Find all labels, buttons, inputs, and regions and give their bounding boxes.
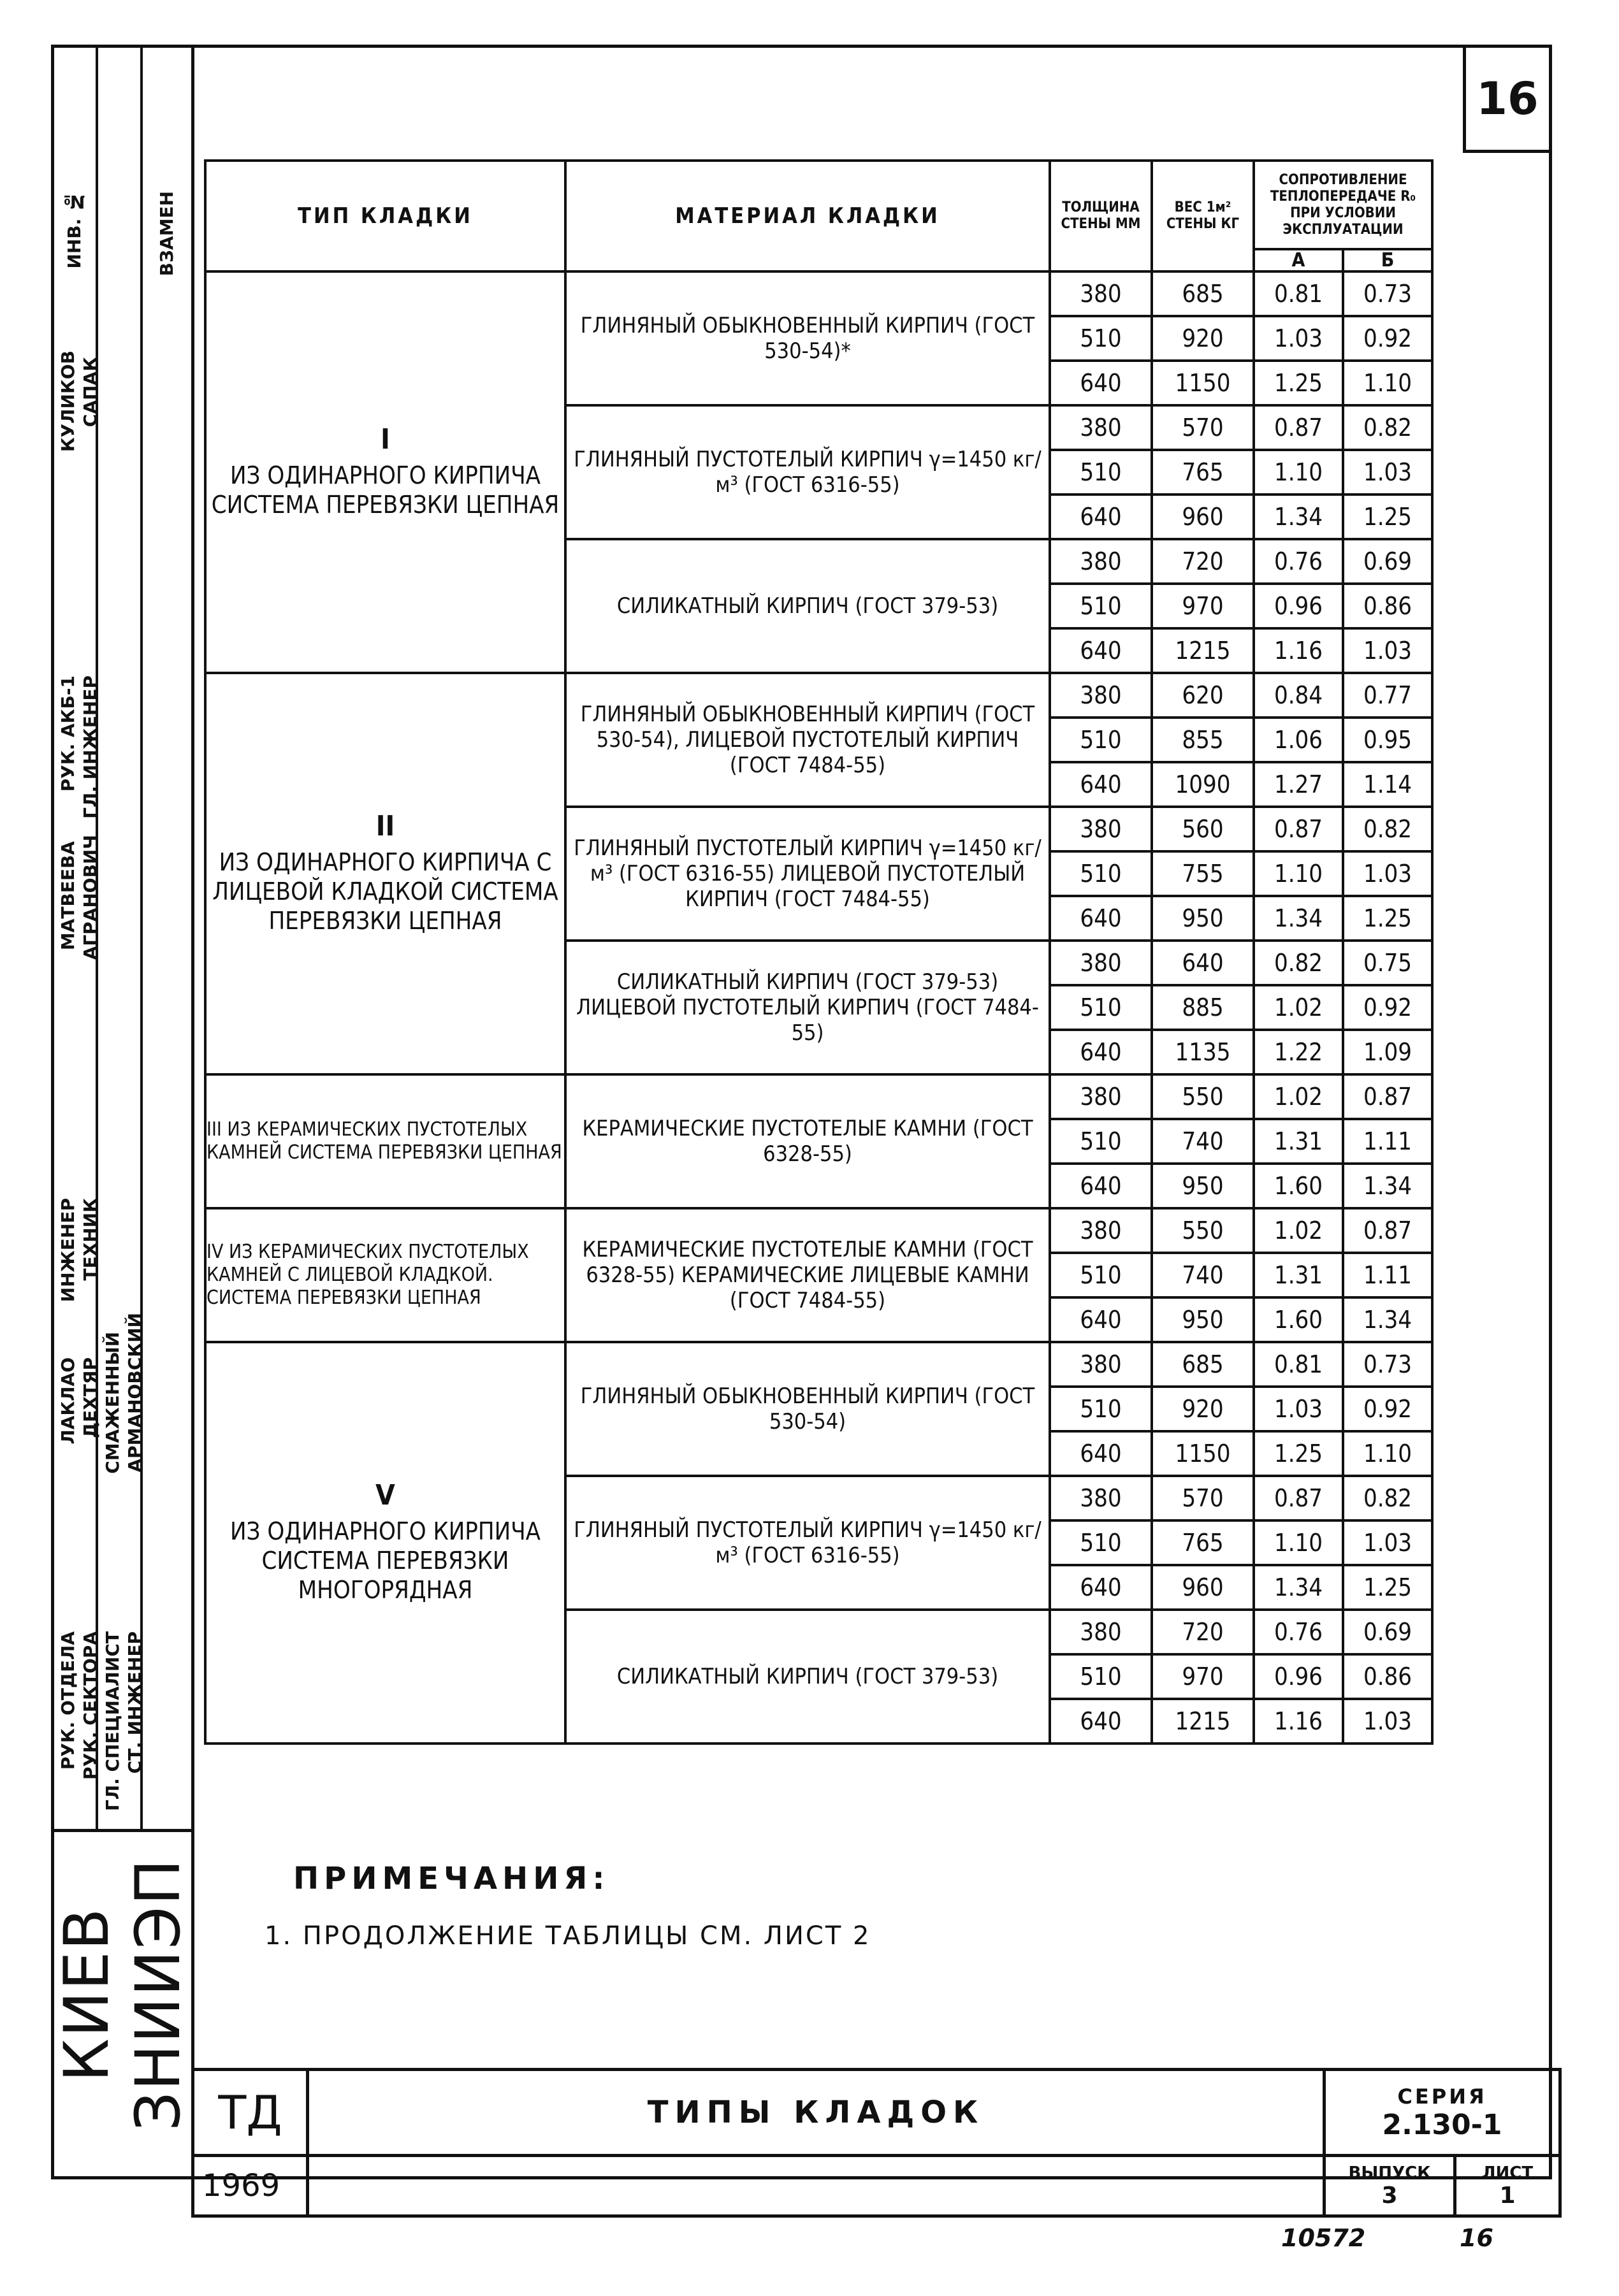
thickness-cell: 640 (1050, 361, 1152, 405)
series-label: СЕРИЯ (1397, 2084, 1487, 2109)
thickness-cell: 640 (1050, 1297, 1152, 1342)
resistance-a-cell: 1.31 (1254, 1119, 1343, 1164)
resistance-b-cell: 0.77 (1343, 673, 1432, 718)
table-row (205, 1074, 1432, 1119)
thickness-cell: 380 (1050, 941, 1152, 985)
resistance-a-cell: 0.81 (1254, 1342, 1343, 1387)
resistance-b-cell: 0.86 (1343, 1654, 1432, 1699)
masonry-types-table (204, 159, 1434, 1745)
strip-label-inv: ИНВ. № (64, 191, 85, 269)
resistance-b-cell: 1.25 (1343, 495, 1432, 539)
type-roman-numeral: V (375, 1479, 395, 1512)
material-cell: ГЛИНЯНЫЙ ПУСТОТЕЛЫЙ КИРПИЧ γ=1450 кг/м³ (ГОСТ 6316-55) ЛИЦЕВОЙ ПУСТОТЕЛЫЙ КИРПИЧ (ГОСТ 7484-55) (565, 807, 1050, 941)
weight-cell: 740 (1152, 1119, 1254, 1164)
thickness-cell: 380 (1050, 1074, 1152, 1119)
archive-number: 10572 (1281, 2224, 1366, 2252)
header-col-b: Б (1343, 249, 1432, 271)
resistance-b-cell: 0.86 (1343, 584, 1432, 628)
weight-cell: 1090 (1152, 762, 1254, 807)
header-type: ТИП КЛАДКИ (205, 161, 565, 271)
resistance-a-cell: 1.25 (1254, 1431, 1343, 1476)
strip-name: МАТВЕЕВА (57, 841, 78, 951)
thickness-cell: 510 (1050, 1654, 1152, 1699)
weight-cell: 765 (1152, 450, 1254, 495)
strip-name: АГРАНОВИЧ (80, 835, 101, 960)
organization-label: КИЕВ ЗНИИЭП (51, 1858, 194, 2132)
thickness-cell: 640 (1050, 628, 1152, 673)
thickness-cell: 510 (1050, 450, 1152, 495)
resistance-a-cell: 0.81 (1254, 271, 1343, 316)
weight-cell: 570 (1152, 405, 1254, 450)
weight-cell: 640 (1152, 941, 1254, 985)
strip-name: ДЕХТЯР (80, 1357, 101, 1438)
resistance-b-cell: 0.82 (1343, 405, 1432, 450)
sheet-number: 16 (1463, 45, 1552, 153)
material-cell: ГЛИНЯНЫЙ ПУСТОТЕЛЫЙ КИРПИЧ γ=1450 кг/м³ (ГОСТ 6316-55) (565, 405, 1050, 539)
strip-role: РУК. АКБ-1 (57, 675, 78, 792)
resistance-a-cell: 1.02 (1254, 985, 1343, 1030)
thickness-cell: 640 (1050, 1699, 1152, 1744)
weight-cell: 885 (1152, 985, 1254, 1030)
thickness-cell: 380 (1050, 271, 1152, 316)
resistance-a-cell: 1.02 (1254, 1208, 1343, 1253)
thickness-cell: 640 (1050, 1431, 1152, 1476)
weight-cell: 1150 (1152, 1431, 1254, 1476)
weight-cell: 1215 (1152, 628, 1254, 673)
resistance-a-cell: 1.02 (1254, 1074, 1343, 1119)
thickness-cell: 640 (1050, 495, 1152, 539)
notes-title: ПРИМЕЧАНИЯ: (293, 1861, 610, 1896)
resistance-a-cell: 1.16 (1254, 1699, 1343, 1744)
resistance-b-cell: 1.03 (1343, 450, 1432, 495)
resistance-a-cell: 0.87 (1254, 405, 1343, 450)
resistance-b-cell: 0.87 (1343, 1208, 1432, 1253)
thickness-cell: 380 (1050, 1610, 1152, 1654)
strip-name: САПАК (80, 357, 101, 428)
weight-cell: 755 (1152, 851, 1254, 896)
weight-cell: 855 (1152, 718, 1254, 762)
resistance-a-cell: 0.87 (1254, 807, 1343, 851)
resistance-a-cell: 1.10 (1254, 1520, 1343, 1565)
sheet-label: ЛИСТ (1481, 2163, 1534, 2183)
resistance-b-cell: 0.87 (1343, 1074, 1432, 1119)
masonry-type-cell (205, 673, 565, 1074)
thickness-cell: 510 (1050, 316, 1152, 361)
thickness-cell: 640 (1050, 1030, 1152, 1074)
notes-item: 1. ПРОДОЛЖЕНИЕ ТАБЛИЦЫ СМ. ЛИСТ 2 (265, 1921, 871, 1951)
resistance-a-cell: 0.96 (1254, 1654, 1343, 1699)
resistance-b-cell: 0.75 (1343, 941, 1432, 985)
strip-role: РУК. ОТДЕЛА (57, 1631, 78, 1770)
resistance-a-cell: 1.25 (1254, 361, 1343, 405)
thickness-cell: 510 (1050, 851, 1152, 896)
thickness-cell: 380 (1050, 1476, 1152, 1520)
resistance-a-cell: 0.76 (1254, 539, 1343, 584)
weight-cell: 1215 (1152, 1699, 1254, 1744)
table-row (205, 673, 1432, 718)
resistance-a-cell: 1.34 (1254, 896, 1343, 941)
strip-role: ГЛ. СПЕЦИАЛИСТ (102, 1631, 123, 1812)
resistance-b-cell: 1.11 (1343, 1253, 1432, 1297)
resistance-a-cell: 0.82 (1254, 941, 1343, 985)
resistance-b-cell: 1.09 (1343, 1030, 1432, 1074)
resistance-a-cell: 1.03 (1254, 316, 1343, 361)
issue-value: 3 (1381, 2182, 1398, 2209)
weight-cell: 920 (1152, 316, 1254, 361)
thickness-cell: 380 (1050, 539, 1152, 584)
thickness-cell: 510 (1050, 1119, 1152, 1164)
thickness-cell: 640 (1050, 762, 1152, 807)
material-cell: ГЛИНЯНЫЙ ПУСТОТЕЛЫЙ КИРПИЧ γ=1450 кг/м³ (ГОСТ 6316-55) (565, 1476, 1050, 1610)
strip-name: КУЛИКОВ (57, 350, 78, 452)
resistance-a-cell: 1.10 (1254, 851, 1343, 896)
header-weight: ВЕС 1м² СТЕНЫ КГ (1152, 161, 1254, 271)
resistance-b-cell: 1.10 (1343, 361, 1432, 405)
resistance-a-cell: 1.22 (1254, 1030, 1343, 1074)
resistance-b-cell: 0.92 (1343, 985, 1432, 1030)
weight-cell: 765 (1152, 1520, 1254, 1565)
weight-cell: 570 (1152, 1476, 1254, 1520)
resistance-a-cell: 1.31 (1254, 1253, 1343, 1297)
resistance-b-cell: 0.95 (1343, 718, 1432, 762)
weight-cell: 740 (1152, 1253, 1254, 1297)
weight-cell: 950 (1152, 1164, 1254, 1208)
weight-cell: 1135 (1152, 1030, 1254, 1074)
strip-role: РУК. СЕКТОРА (80, 1631, 101, 1780)
material-cell: ГЛИНЯНЫЙ ОБЫКНОВЕННЫЙ КИРПИЧ (ГОСТ 530-54) (565, 1342, 1050, 1476)
resistance-b-cell: 0.73 (1343, 271, 1432, 316)
strip-role: СТ. ИНЖЕНЕР (124, 1631, 145, 1774)
masonry-type-cell (205, 271, 565, 673)
resistance-b-cell: 1.34 (1343, 1164, 1432, 1208)
weight-cell: 960 (1152, 495, 1254, 539)
thickness-cell: 510 (1050, 584, 1152, 628)
weight-cell: 560 (1152, 807, 1254, 851)
thickness-cell: 380 (1050, 807, 1152, 851)
resistance-b-cell: 1.03 (1343, 1699, 1432, 1744)
resistance-b-cell: 1.25 (1343, 896, 1432, 941)
table-body (205, 271, 1432, 1744)
thickness-cell: 380 (1050, 405, 1152, 450)
title-block-title: ТИПЫ КЛАДОК (308, 2070, 1325, 2156)
weight-cell: 1150 (1152, 361, 1254, 405)
thickness-cell: 380 (1050, 673, 1152, 718)
thickness-cell: 640 (1050, 896, 1152, 941)
material-cell: КЕРАМИЧЕСКИЕ ПУСТОТЕЛЫЕ КАМНИ (ГОСТ 6328-55) КЕРАМИЧЕСКИЕ ЛИЦЕВЫЕ КАМНИ (ГОСТ 7484-55) (565, 1208, 1050, 1342)
resistance-b-cell: 1.14 (1343, 762, 1432, 807)
thickness-cell: 510 (1050, 1253, 1152, 1297)
resistance-a-cell: 0.76 (1254, 1610, 1343, 1654)
strip-divider (140, 45, 143, 1829)
type-roman-numeral: I (381, 423, 390, 456)
strip-role: ИНЖЕНЕР (57, 1198, 78, 1303)
title-block-sheet (1455, 2156, 1560, 2216)
resistance-b-cell: 0.69 (1343, 539, 1432, 584)
header-col-a: А (1254, 249, 1343, 271)
title-block-issue (1325, 2156, 1455, 2216)
weight-cell: 685 (1152, 1342, 1254, 1387)
resistance-a-cell: 0.87 (1254, 1476, 1343, 1520)
thickness-cell: 640 (1050, 1164, 1152, 1208)
resistance-b-cell: 1.25 (1343, 1565, 1432, 1610)
material-cell: СИЛИКАТНЫЙ КИРПИЧ (ГОСТ 379-53) (565, 1610, 1050, 1744)
table-row (205, 1342, 1432, 1387)
weight-cell: 685 (1152, 271, 1254, 316)
material-cell: СИЛИКАТНЫЙ КИРПИЧ (ГОСТ 379-53) ЛИЦЕВОЙ ПУСТОТЕЛЫЙ КИРПИЧ (ГОСТ 7484-55) (565, 941, 1050, 1074)
weight-cell: 970 (1152, 1654, 1254, 1699)
resistance-a-cell: 1.60 (1254, 1297, 1343, 1342)
material-cell: ГЛИНЯНЫЙ ОБЫКНОВЕННЫЙ КИРПИЧ (ГОСТ 530-54)* (565, 271, 1050, 405)
resistance-b-cell: 0.82 (1343, 1476, 1432, 1520)
resistance-b-cell: 0.92 (1343, 1387, 1432, 1431)
strip-label-replace: ВЗАМЕН (156, 191, 177, 277)
table-row (205, 271, 1432, 316)
weight-cell: 920 (1152, 1387, 1254, 1431)
resistance-a-cell: 1.34 (1254, 1565, 1343, 1610)
resistance-a-cell: 1.16 (1254, 628, 1343, 673)
resistance-a-cell: 0.96 (1254, 584, 1343, 628)
weight-cell: 970 (1152, 584, 1254, 628)
type-description: ИЗ ОДИНАРНОГО КИРПИЧА СИСТЕМА ПЕРЕВЯЗКИ ЦЕПНАЯ (211, 461, 560, 519)
masonry-type-cell (205, 1342, 565, 1744)
thickness-cell: 640 (1050, 1565, 1152, 1610)
archive-page: 16 (1460, 2224, 1493, 2252)
strip-name: СМАЖЕННЫЙ (102, 1332, 123, 1474)
thickness-cell: 380 (1050, 1342, 1152, 1387)
type-description: IV ИЗ КЕРАМИЧЕСКИХ ПУСТОТЕЛЫХ КАМНЕЙ С ЛИЦЕВОЙ КЛАДКОЙ. СИСТЕМА ПЕРЕВЯЗКИ ЦЕПНАЯ (207, 1241, 529, 1309)
type-description: ИЗ ОДИНАРНОГО КИРПИЧА С ЛИЦЕВОЙ КЛАДКОЙ СИСТЕМА ПЕРЕВЯЗКИ ЦЕПНАЯ (212, 848, 558, 935)
strip-name: ЛАКЛАО (57, 1357, 78, 1445)
resistance-a-cell: 1.34 (1254, 495, 1343, 539)
resistance-b-cell: 1.34 (1343, 1297, 1432, 1342)
material-cell: ГЛИНЯНЫЙ ОБЫКНОВЕННЫЙ КИРПИЧ (ГОСТ 530-54), ЛИЦЕВОЙ ПУСТОТЕЛЫЙ КИРПИЧ (ГОСТ 7484-55) (565, 673, 1050, 807)
masonry-type-cell (205, 1074, 565, 1208)
resistance-b-cell: 1.03 (1343, 851, 1432, 896)
thickness-cell: 510 (1050, 1387, 1152, 1431)
type-description: ИЗ ОДИНАРНОГО КИРПИЧА СИСТЕМА ПЕРЕВЯЗКИ МНОГОРЯДНАЯ (229, 1517, 541, 1604)
header-resistance: СОПРОТИВЛЕНИЕ ТЕПЛОПЕРЕДАЧЕ R₀ ПРИ УСЛОВИИ ЭКСПЛУАТАЦИИ (1254, 161, 1432, 249)
resistance-a-cell: 1.27 (1254, 762, 1343, 807)
strip-role: ТЕХНИК (80, 1198, 101, 1281)
resistance-b-cell: 1.03 (1343, 1520, 1432, 1565)
weight-cell: 720 (1152, 1610, 1254, 1654)
title-block-year: 1969 (193, 2156, 308, 2216)
resistance-b-cell: 0.92 (1343, 316, 1432, 361)
masonry-type-cell (205, 1208, 565, 1342)
resistance-a-cell: 0.84 (1254, 673, 1343, 718)
thickness-cell: 510 (1050, 985, 1152, 1030)
title-block-empty (308, 2156, 1325, 2216)
weight-cell: 620 (1152, 673, 1254, 718)
sheet-value: 1 (1499, 2182, 1516, 2209)
resistance-a-cell: 1.06 (1254, 718, 1343, 762)
strip-role: ГЛ. ИНЖЕНЕР (80, 675, 101, 819)
strip-name: АРМАНОВСКИЙ (124, 1313, 145, 1473)
table-row (205, 1208, 1432, 1253)
resistance-b-cell: 0.69 (1343, 1610, 1432, 1654)
title-block-code: ТД (193, 2070, 308, 2156)
weight-cell: 960 (1152, 1565, 1254, 1610)
thickness-cell: 510 (1050, 1520, 1152, 1565)
material-cell: СИЛИКАТНЫЙ КИРПИЧ (ГОСТ 379-53) (565, 539, 1050, 673)
weight-cell: 950 (1152, 896, 1254, 941)
weight-cell: 720 (1152, 539, 1254, 584)
resistance-b-cell: 0.73 (1343, 1342, 1432, 1387)
header-row (205, 161, 1432, 249)
resistance-b-cell: 1.10 (1343, 1431, 1432, 1476)
material-cell: КЕРАМИЧЕСКИЕ ПУСТОТЕЛЫЕ КАМНИ (ГОСТ 6328-55) (565, 1074, 1050, 1208)
resistance-a-cell: 1.60 (1254, 1164, 1343, 1208)
series-value: 2.130-1 (1382, 2108, 1502, 2141)
title-block (191, 2068, 1562, 2218)
thickness-cell: 510 (1050, 718, 1152, 762)
title-block-series (1325, 2070, 1560, 2156)
resistance-a-cell: 1.03 (1254, 1387, 1343, 1431)
type-description: III ИЗ КЕРАМИЧЕСКИХ ПУСТОТЕЛЫХ КАМНЕЙ СИСТЕМА ПЕРЕВЯЗКИ ЦЕПНАЯ (207, 1118, 562, 1164)
header-material: МАТЕРИАЛ КЛАДКИ (565, 161, 1050, 271)
resistance-b-cell: 1.11 (1343, 1119, 1432, 1164)
weight-cell: 550 (1152, 1208, 1254, 1253)
issue-label: ВЫПУСК (1348, 2163, 1431, 2183)
resistance-b-cell: 1.03 (1343, 628, 1432, 673)
thickness-cell: 380 (1050, 1208, 1152, 1253)
weight-cell: 950 (1152, 1297, 1254, 1342)
resistance-b-cell: 0.82 (1343, 807, 1432, 851)
resistance-a-cell: 1.10 (1254, 450, 1343, 495)
header-thickness: ТОЛЩИНА СТЕНЫ ММ (1050, 161, 1152, 271)
type-roman-numeral: II (375, 810, 395, 842)
weight-cell: 550 (1152, 1074, 1254, 1119)
